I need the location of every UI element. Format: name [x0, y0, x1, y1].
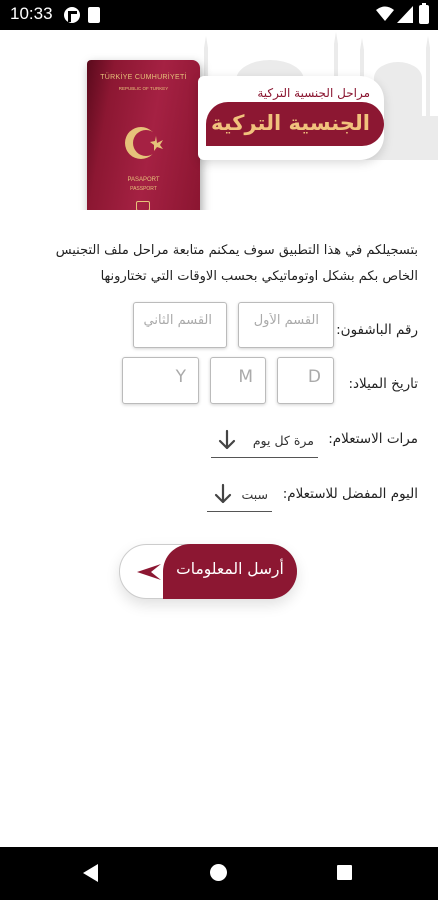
birth-year-field[interactable]	[123, 358, 198, 403]
banner-title: الجنسية التركية	[210, 111, 370, 135]
query-frequency-value: مرة كل يوم	[252, 433, 314, 448]
application-number-part2-input[interactable]	[133, 302, 227, 348]
birth-date-label: تاريخ الميلاد:	[348, 376, 418, 392]
birth-day-input[interactable]	[277, 357, 334, 404]
arrow-down-icon	[217, 428, 237, 452]
notification-icon	[64, 7, 80, 23]
status-time: 10:33	[10, 4, 53, 23]
query-frequency-dropdown[interactable]	[211, 424, 318, 458]
header-banner	[0, 30, 438, 210]
battery-icon	[419, 5, 429, 24]
send-arrow-icon	[133, 562, 161, 582]
submit-button-label: أرسل المعلومات	[176, 560, 284, 578]
recents-icon[interactable]	[337, 865, 352, 880]
arrow-down-icon	[213, 482, 233, 506]
status-bar	[0, 0, 438, 30]
home-icon[interactable]	[210, 864, 227, 881]
preferred-day-label: اليوم المفضل للاستعلام:	[282, 486, 418, 502]
sim-icon	[88, 7, 100, 23]
birth-year-input[interactable]	[122, 357, 199, 404]
signal-icon	[397, 6, 413, 23]
passport-word-tr: PASAPORT	[127, 177, 160, 183]
submit-button[interactable]	[119, 544, 297, 599]
application-number-label: رقم الباشفون:	[336, 322, 418, 338]
passport-title: TÜRKİYE CUMHURİYETİ	[100, 74, 187, 81]
application-number-part1-field[interactable]	[239, 303, 333, 347]
wifi-icon	[376, 6, 394, 22]
system-nav-bar	[0, 847, 438, 900]
query-frequency-label: مرات الاستعلام:	[328, 431, 418, 447]
birth-month-field[interactable]	[211, 358, 265, 403]
intro-text: بتسجيلكم في هذا التطبيق سوف يمكنم متابعة مراحل ملف التجنيس الخاص بكم بشكل اوتوماتيكي بحسب الاوقات التي تختارونها	[55, 243, 418, 284]
back-icon[interactable]	[83, 864, 99, 882]
birth-day-field[interactable]	[278, 358, 333, 403]
birth-month-input[interactable]	[210, 357, 266, 404]
banner-subtitle: مراحل الجنسية التركية	[257, 86, 370, 100]
title-banner	[198, 76, 384, 160]
crescent-star-icon	[119, 118, 169, 168]
preferred-day-dropdown[interactable]	[207, 478, 272, 512]
passport-image	[87, 60, 200, 210]
application-number-part1-input[interactable]	[238, 302, 334, 348]
preferred-day-value: سبت	[241, 487, 268, 502]
passport-word-en: PASSPORT	[130, 186, 157, 192]
biometric-chip-icon	[136, 201, 150, 210]
application-number-part2-field[interactable]	[134, 303, 226, 347]
passport-subtitle: REPUBLIC OF TURKEY	[118, 86, 169, 91]
